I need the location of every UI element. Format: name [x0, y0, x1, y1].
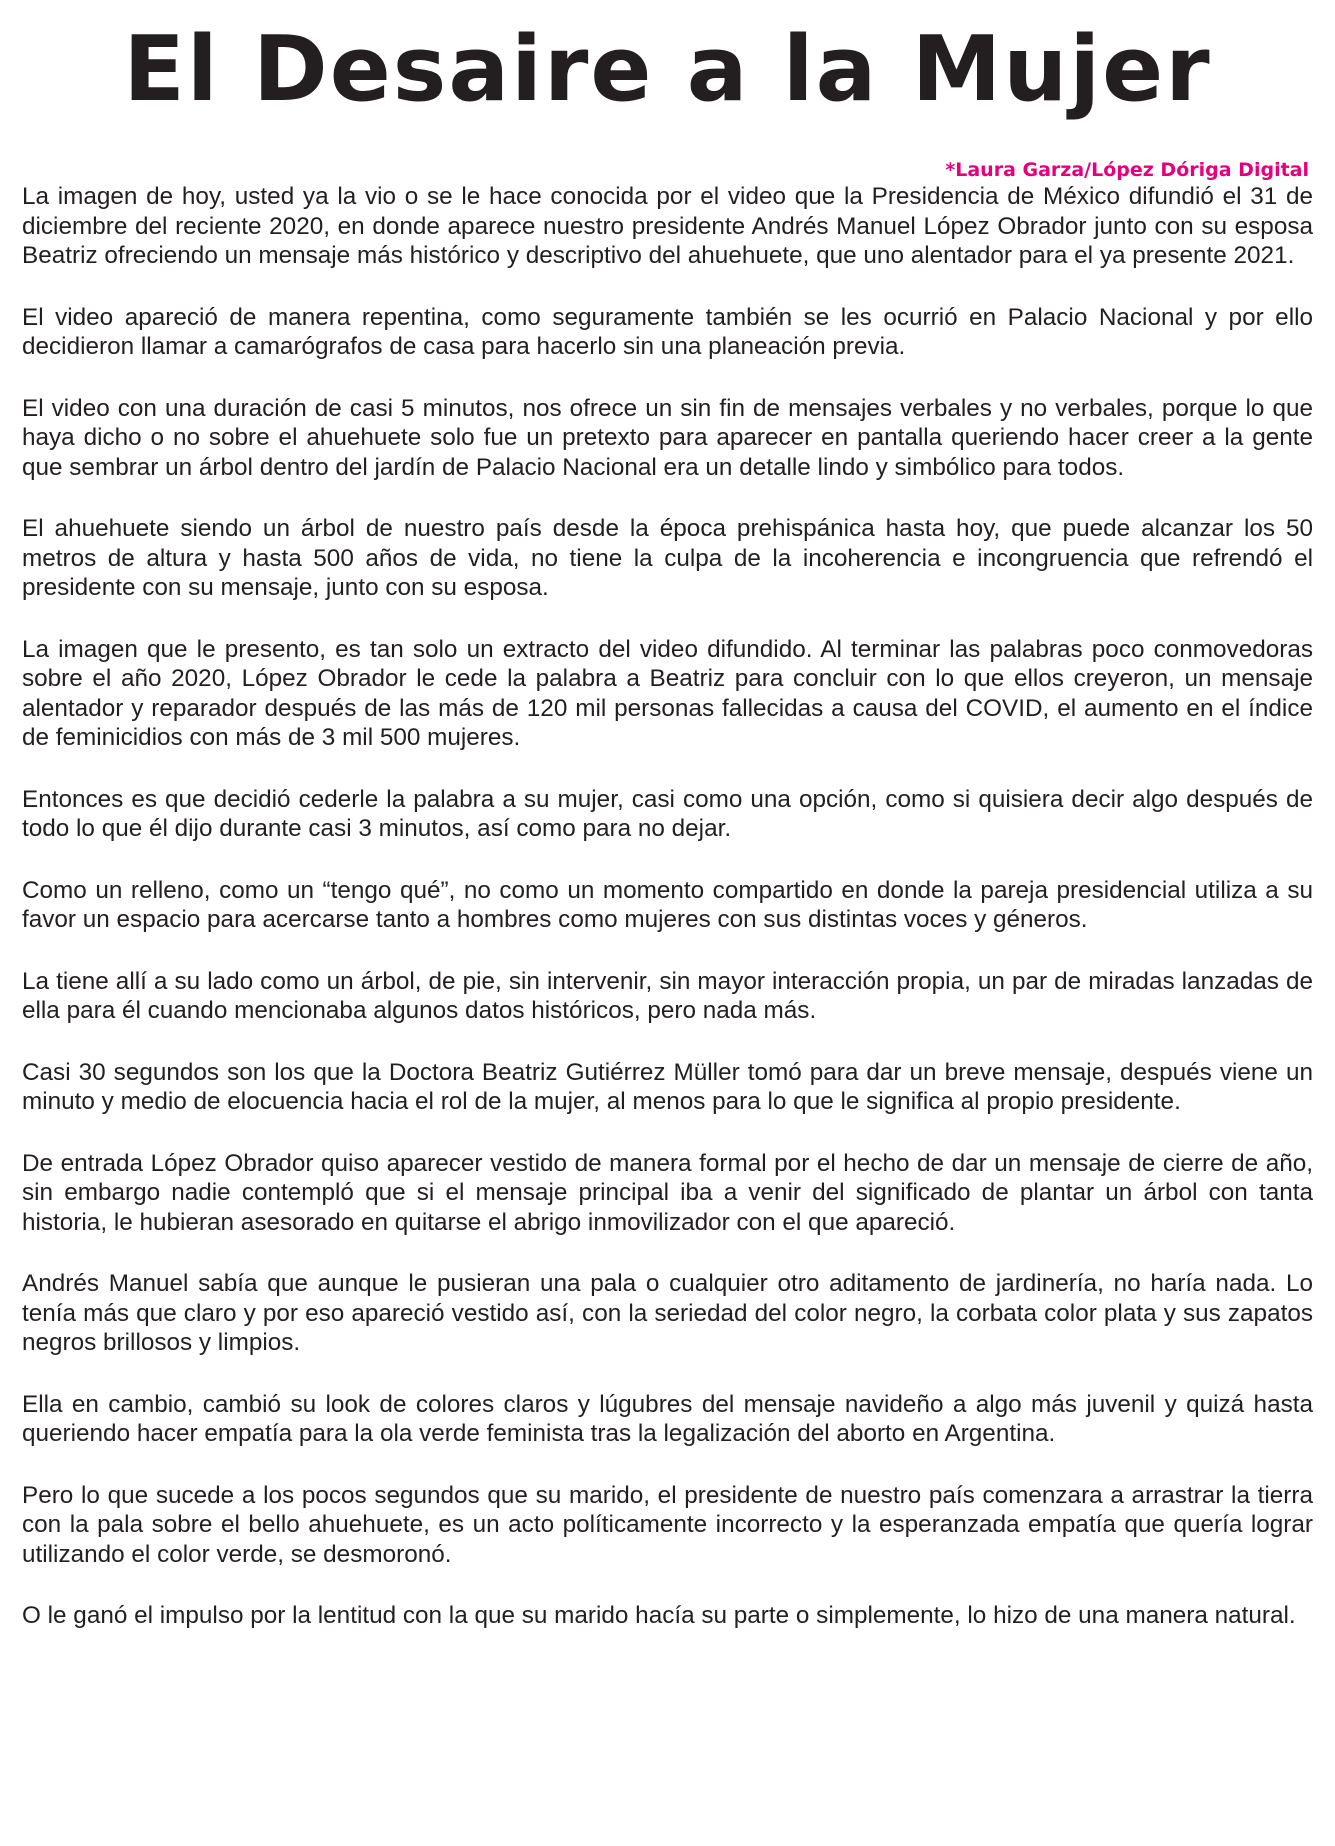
article-body — [22, 182, 1313, 1631]
article-paragraph: El ahuehuete siendo un árbol de nuestro país desde la época prehispánica hasta hoy, que puede alcanzar los 50 metros de altura y hasta 500 años de vida, no tiene la culpa de la incoherencia e incongruencia que refrendó el presidente con su mensaje, junto con su esposa. — [22, 515, 1313, 601]
article-title: El Desaire a la Mujer — [123, 17, 1212, 122]
article-paragraph: La imagen de hoy, usted ya la vio o se le hace conocida por el video que la Presidencia de México difundió el 31 de diciembre del reciente 2020, en donde aparece nuestro presidente Andrés Manuel López Obrador junto con su esposa Beatriz ofreciendo un mensaje más histórico y descriptivo del ahuehuete, que uno alentador para el ya presente 2021. — [22, 183, 1313, 269]
article-paragraph: Pero lo que sucede a los pocos segundos que su marido, el presidente de nuestro país comenzara a arrastrar la tierra con la pala sobre el bello ahuehuete, es un acto políticamente incorrecto y la esperanzada empatía que quería lograr utilizando el color verde, se desmoronó. — [22, 1481, 1313, 1568]
article-paragraph: La tiene allí a su lado como un árbol, de pie, sin intervenir, sin mayor interacción propia, un par de miradas lanzadas de ella para él cuando mencionaba algunos datos históricos, pero nada más. — [22, 967, 1313, 1024]
article-paragraph: O le ganó el impulso por la lentitud con la que su marido hacía su parte o simplemente, lo hizo de una manera natural. — [22, 1602, 1296, 1629]
article-byline: *Laura Garza/López Dóriga Digital — [945, 159, 1309, 181]
article-paragraph: El video apareció de manera repentina, como seguramente también se les ocurrió en Palacio Nacional y por ello decidieron llamar a camarógrafos de casa para hacerlo sin una planeación previa. — [22, 303, 1313, 360]
article-paragraph: Como un relleno, como un “tengo qué”, no como un momento compartido en donde la pareja presidencial utiliza a su favor un espacio para acercarse tanto a hombres como mujeres con sus distintas voces y géneros. — [22, 876, 1313, 933]
article-paragraph: Ella en cambio, cambió su look de colores claros y lúgubres del mensaje navideño a algo más juvenil y quizá hasta queriendo hacer empatía para la ola verde feminista tras la legalización del aborto en Argentina. — [22, 1390, 1313, 1447]
article-paragraph: El video con una duración de casi 5 minutos, nos ofrece un sin fin de mensajes verbales y no verbales, porque lo que haya dicho o no sobre el ahuehuete solo fue un pretexto para aparecer en pantalla queriendo hacer creer a la gente que sembrar un árbol dentro del jardín de Palacio Nacional era un detalle lindo y simbólico para todos. — [22, 394, 1313, 481]
article-paragraph: De entrada López Obrador quiso aparecer vestido de manera formal por el hecho de dar un mensaje de cierre de año, sin embargo nadie contempló que si el mensaje principal iba a venir del significado de plantar un árbol con tanta historia, le hubieran asesorado en quitarse el abrigo inmovilizador con el que apareció. — [22, 1149, 1313, 1236]
article-paragraph: Casi 30 segundos son los que la Doctora Beatriz Gutiérrez Müller tomó para dar un breve mensaje, después viene un minuto y medio de elocuencia hacia el rol de la mujer, al menos para lo que le significa al propio presidente. — [22, 1058, 1313, 1115]
article-paragraph: Andrés Manuel sabía que aunque le pusieran una pala o cualquier otro aditamento de jardinería, no haría nada. Lo tenía más que claro y por eso apareció vestido así, con la seriedad del color negro, la corbata color plata y sus zapatos negros brillosos y limpios. — [22, 1270, 1313, 1356]
article-paragraph: La imagen que le presento, es tan solo un extracto del video difundido. Al terminar las palabras poco conmovedoras sobre el año 2020, López Obrador le cede la palabra a Beatriz para concluir con lo que ellos creyeron, un mensaje alentador y reparador después de las más de 120 mil personas fallecidas a causa del COVID, el aumento en el índice de feminicidios con más de 3 mil 500 mujeres. — [22, 635, 1313, 751]
article-paragraph: Entonces es que decidió cederle la palabra a su mujer, casi como una opción, como si quisiera decir algo después de todo lo que él dijo durante casi 3 minutos, así como para no dejar. — [22, 785, 1313, 842]
